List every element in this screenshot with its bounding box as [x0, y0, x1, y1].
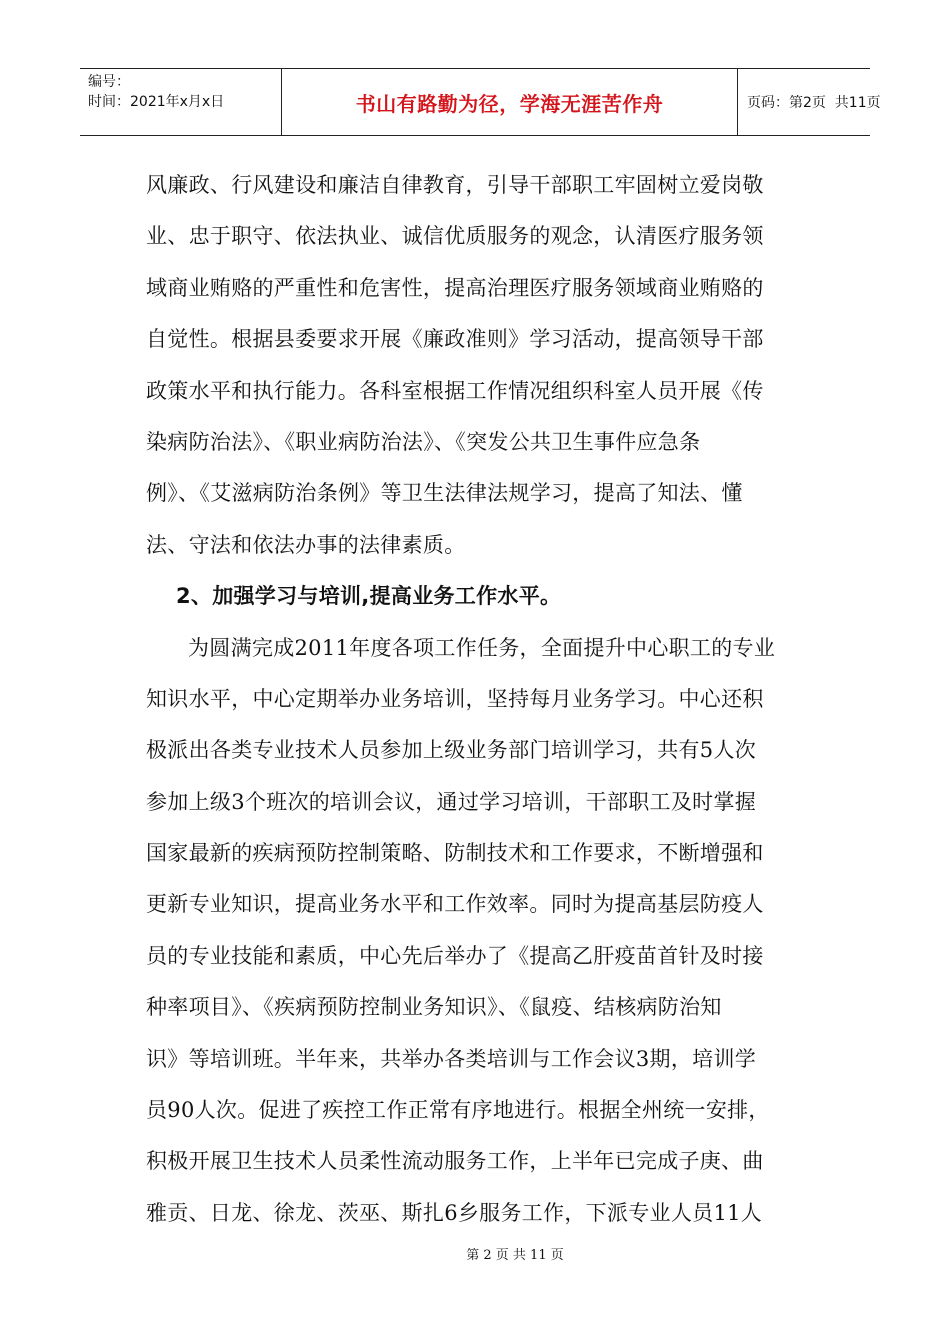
body-line: 参加上级3个班次的培训会议，通过学习培训，干部职工及时掌握: [146, 789, 757, 814]
body-line: 更新专业知识，提高业务水平和工作效率。同时为提高基层防疫人: [146, 892, 764, 917]
document-body: [146, 160, 806, 1239]
body-line: 知识水平，中心定期举办业务培训，坚持每月业务学习。中心还积: [146, 686, 764, 711]
body-line: 自觉性。根据县委要求开展《廉政准则》学习活动，提高领导干部: [146, 327, 764, 352]
body-line: 例》、《艾滋病防治条例》等卫生法律法规学习，提高了知法、懂: [146, 481, 743, 506]
header-motto-cell: [282, 69, 738, 135]
section-heading: 2、加强学习与培训,提高业务工作水平。: [176, 584, 562, 609]
body-line: 业、忠于职守、依法执业、诚信优质服务的观念，认清医疗服务领: [146, 224, 764, 249]
page-footer: 第 2 页 共 11 页: [466, 1248, 564, 1263]
document-header: [80, 68, 881, 136]
body-line: 雅贡、日龙、徐龙、茨巫、斯扎6乡服务工作，下派专业人员11人: [146, 1200, 763, 1225]
body-line: 种率项目》、《疾病预防控制业务知识》、《鼠疫、结核病防治知: [146, 995, 722, 1020]
body-line: 识》等培训班。半年来，共举办各类培训与工作会议3期，培训学: [146, 1046, 757, 1071]
body-line: 国家最新的疾病预防控制策略、防制技术和工作要求，不断增强和: [146, 841, 764, 866]
time-label: 时间：2021年x月x日: [88, 94, 225, 110]
body-line: 员90人次。促进了疾控工作正常有序地进行。根据全州统一安排，: [146, 1098, 770, 1123]
body-line: 为圆满完成2011年度各项工作任务，全面提升中心职工的专业: [188, 635, 776, 660]
body-line: 染病防治法》、《职业病防治法》、《突发公共卫生事件应急条: [146, 429, 701, 454]
body-line: 积极开展卫生技术人员柔性流动服务工作，上半年已完成子庚、曲: [146, 1149, 764, 1174]
body-line: 域商业贿赂的严重性和危害性，提高治理医疗服务领域商业贿赂的: [146, 275, 764, 300]
body-line: 法、守法和依法办事的法律素质。: [146, 532, 466, 557]
body-line: 风廉政、行风建设和廉洁自律教育，引导干部职工牢固树立爱岗敬: [146, 173, 764, 197]
body-line: 员的专业技能和素质，中心先后举办了《提高乙肝疫苗首针及时接: [146, 943, 764, 968]
number-label: 编号：: [88, 74, 130, 90]
body-line: 极派出各类专业技术人员参加上级业务部门培训学习，共有5人次: [146, 738, 757, 763]
body-line: 政策水平和执行能力。各科室根据工作情况组织科室人员开展《传: [146, 378, 764, 403]
header-page-info: 页码：第2页 共11页: [747, 95, 881, 111]
header-motto: 书山有路勤为径，学海无涯苦作舟: [355, 91, 664, 116]
header-meta: [80, 69, 282, 135]
